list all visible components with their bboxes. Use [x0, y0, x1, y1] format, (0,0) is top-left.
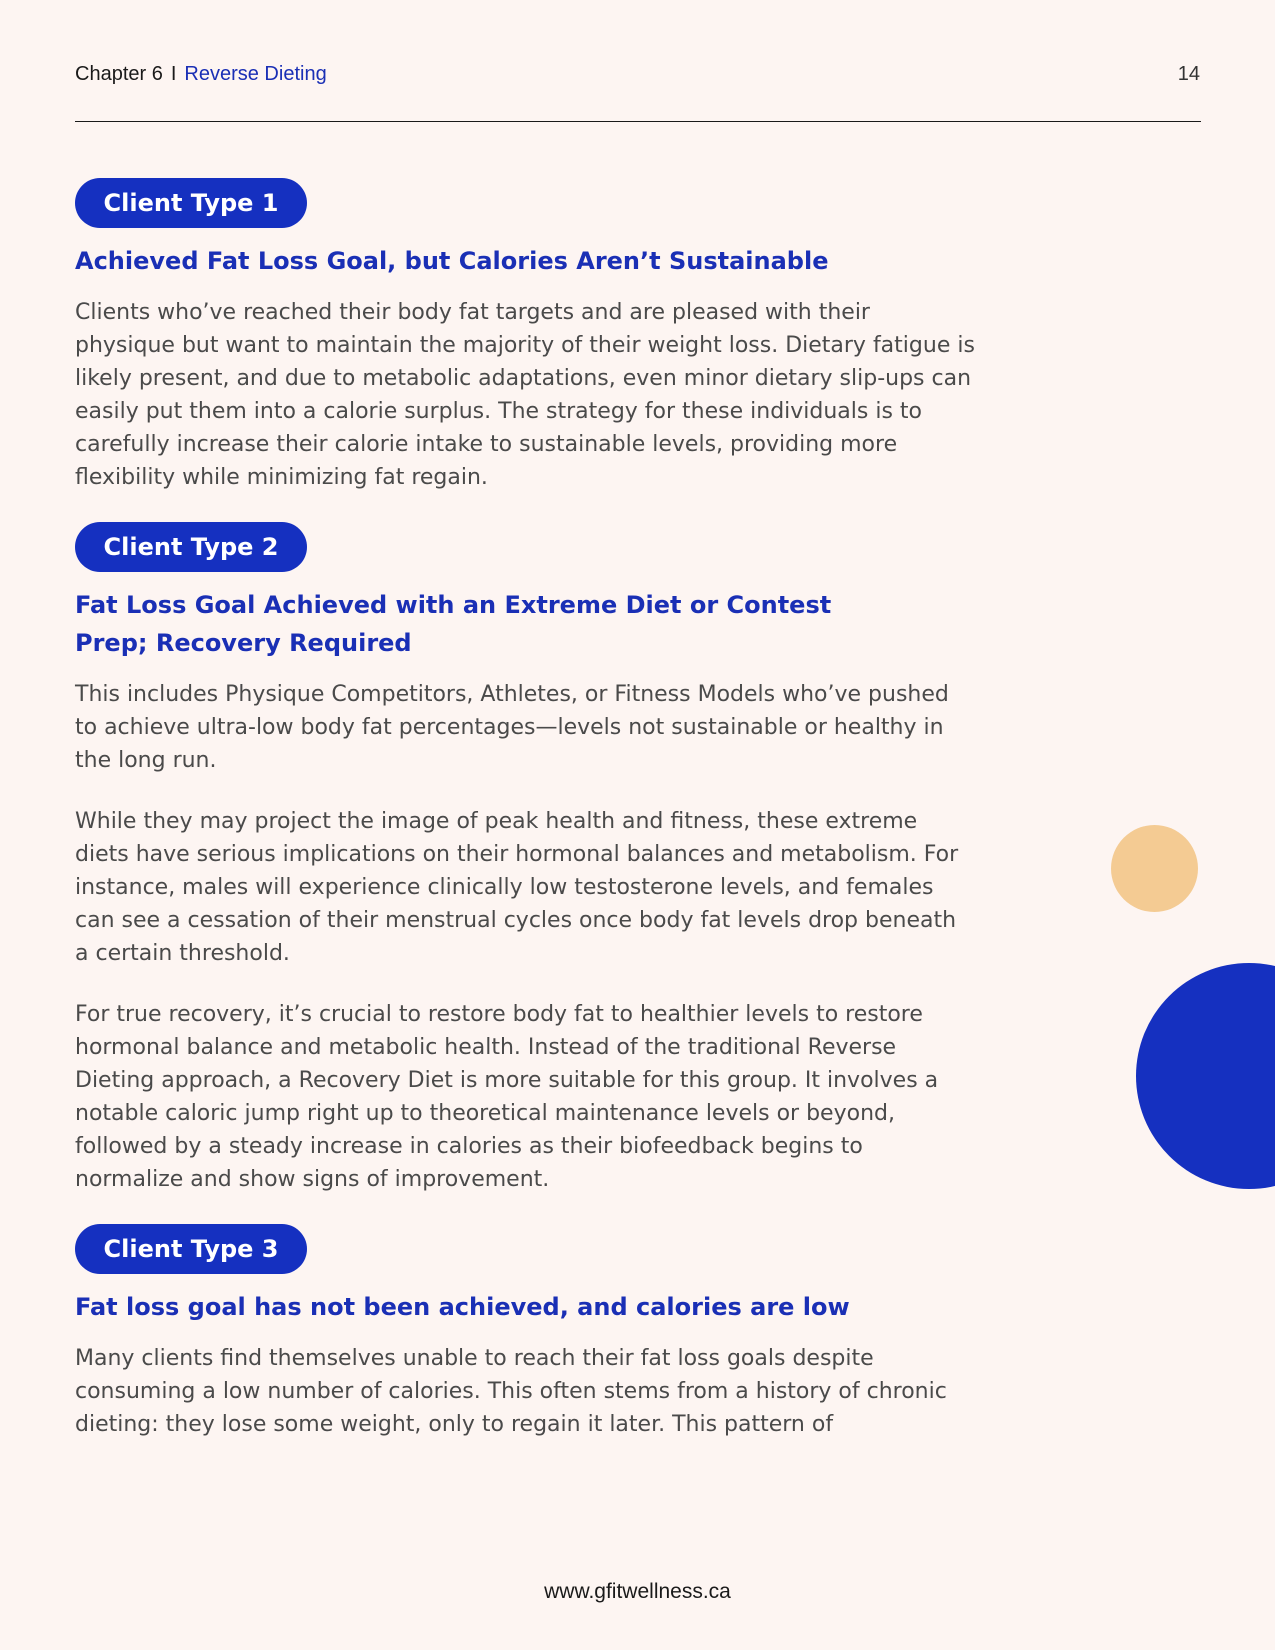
footer-website: www.gfitwellness.ca	[544, 1580, 731, 1603]
client-type-section	[75, 522, 975, 1196]
main-content	[75, 178, 975, 1469]
chapter-label: Chapter 6	[75, 63, 163, 85]
client-type-section	[75, 1224, 975, 1441]
paragraph: Clients who’ve reached their body fat targets and are pleased with their physique but want to maintain the majority of their weight loss. Dietary fatigue is likely present, and due to metabolic adaptations, even minor dietary slip-ups can easily put them into a calorie surplus. The strategy for these individuals is to carefully increase their calorie intake to sustainable levels, providing more flexibility while minimizing fat regain.	[75, 300, 975, 490]
header-divider	[75, 121, 1201, 122]
decorative-circle-tan	[1111, 825, 1198, 912]
header-breadcrumb	[75, 63, 327, 86]
client-type-badge: Client Type 2	[75, 522, 307, 572]
section-heading: Fat Loss Goal Achieved with an Extreme Diet or Contest Prep; Recovery Required	[75, 591, 832, 657]
header-separator: I	[170, 63, 177, 85]
section-heading: Achieved Fat Loss Goal, but Calories Aren’t Sustainable	[75, 247, 829, 275]
client-type-badge: Client Type 1	[75, 178, 307, 228]
decorative-circle-blue	[1136, 963, 1275, 1189]
paragraph: For true recovery, it’s crucial to restore body fat to healthier levels to restore hormonal balance and metabolic health. Instead of the traditional Reverse Dieting approach, a Recovery Diet is more suitable for this group. It involves a notable caloric jump right up to theoretical maintenance levels or beyond, followed by a steady increase in calories as their biofeedback begins to normalize and show signs of improvement.	[75, 1002, 939, 1192]
page-number: 14	[1177, 63, 1200, 85]
section-title: Reverse Dieting	[184, 63, 327, 85]
paragraph: This includes Physique Competitors, Athletes, or Fitness Models who’ve pushed to achieve ultra-low body fat percentages—levels not sustainable or healthy in the long run.	[75, 682, 949, 773]
client-type-section	[75, 178, 975, 494]
section-heading: Fat loss goal has not been achieved, and calories are low	[75, 1293, 850, 1321]
paragraph: While they may project the image of peak health and fitness, these extreme diets have serious implications on their hormonal balances and metabolism. For instance, males will experience clinically low testosterone levels, and females can see a cessation of their menstrual cycles once body fat levels drop beneath a certain threshold.	[75, 809, 959, 966]
client-type-badge: Client Type 3	[75, 1224, 307, 1274]
paragraph: Many clients find themselves unable to reach their fat loss goals despite consuming a low number of calories. This often stems from a history of chronic dieting: they lose some weight, only to regain it later. This pattern of	[75, 1346, 947, 1437]
